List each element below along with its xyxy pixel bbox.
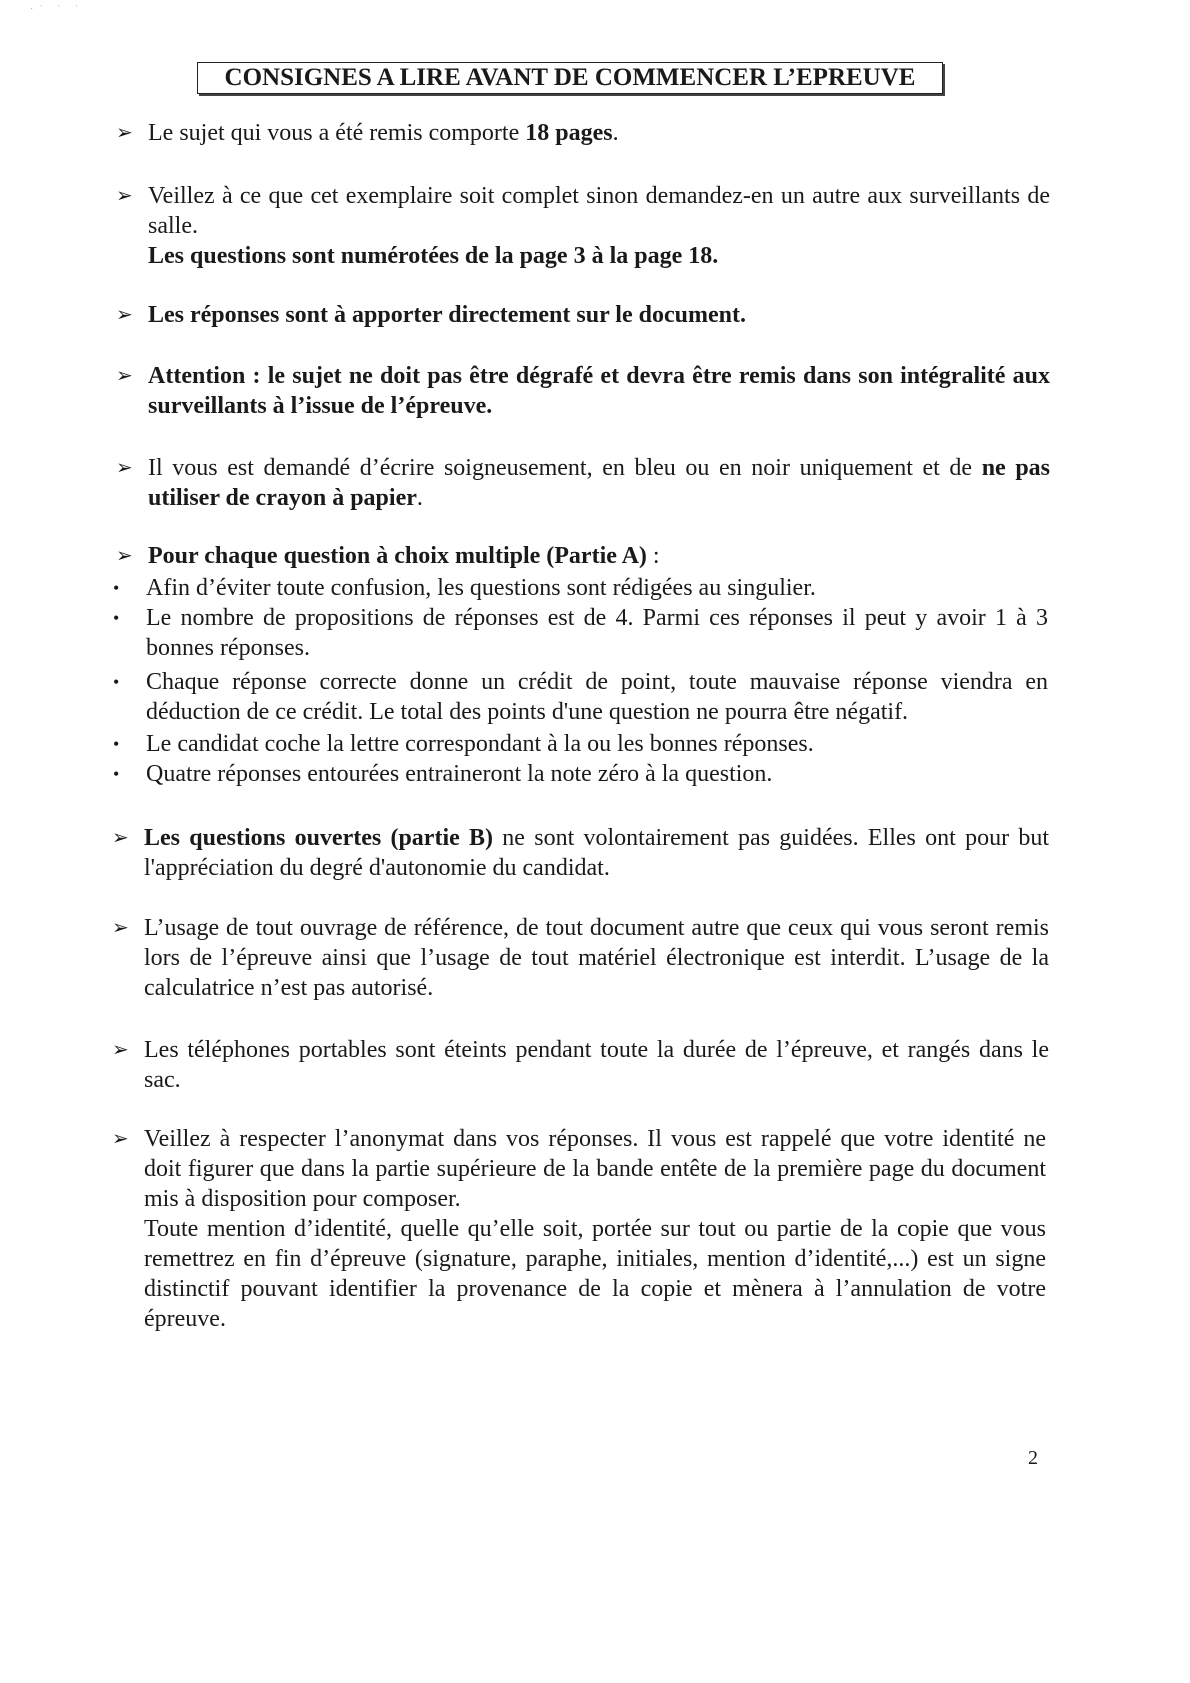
bold-text: ne pas utiliser de crayon à papier (148, 455, 1051, 511)
arrow-bullet-icon: ➢ (112, 827, 129, 849)
bullet-icon: • (113, 734, 120, 754)
qcm-bullet-list (113, 573, 1048, 789)
instruction-open-questions (112, 823, 1049, 883)
bold-text: 18 pages (525, 120, 613, 146)
arrow-bullet-icon: ➢ (112, 917, 129, 939)
text: Toute mention d’identité, quelle qu’elle soit, portée sur tout ou partie de la copie que vous remettrez en fin d’épreuve (signature, paraphe, initiales, mention d’identité,...) est un signe distinctif pouvant identifier la provenance de la copie et mènera à l’annulation de votre épreuve. (144, 1216, 1046, 1332)
instruction-writing (116, 453, 1051, 513)
text: Afin d’éviter toute confusion, les questions sont rédigées au singulier. (146, 575, 816, 601)
text: Les téléphones portables sont éteints pendant toute la durée de l’épreuve, et rangés dans le sac. (144, 1037, 1049, 1093)
bold-text: Les questions ouvertes (partie B) (144, 825, 494, 851)
text: Le sujet qui vous a été remis comporte (148, 120, 526, 146)
instruction-qcm (116, 541, 1050, 571)
arrow-bullet-icon: ➢ (116, 185, 133, 207)
page-title: CONSIGNES A LIRE AVANT DE COMMENCER L’EPREUVE (197, 62, 943, 94)
text: Veillez à ce que cet exemplaire soit complet sinon demandez-en un autre aux surveillants de salle. (148, 183, 1050, 239)
text: Le nombre de propositions de réponses est de 4. Parmi ces réponses il peut y avoir 1 à 3 bonnes réponses. (146, 605, 1048, 661)
bullet-icon: • (113, 608, 120, 628)
arrow-bullet-icon: ➢ (112, 1039, 129, 1061)
arrow-bullet-icon: ➢ (112, 1128, 129, 1150)
text: : (646, 543, 660, 569)
bullet-icon: • (113, 672, 120, 692)
instruction-references (112, 913, 1049, 1003)
instruction-answers (116, 300, 1050, 330)
list-item (113, 729, 1048, 759)
list-item (113, 759, 1048, 789)
text: Le candidat coche la lettre correspondant à la ou les bonnes réponses. (146, 731, 814, 757)
page-number: 2 (1028, 1447, 1038, 1469)
list-item (113, 603, 1048, 663)
list-item (113, 667, 1048, 727)
text: L’usage de tout ouvrage de référence, de tout document autre que ceux qui vous seront remis lors de l’épreuve ainsi que l’usage de tout matériel électronique est interdit. L’usage de la calculatrice n’est pas autorisé. (144, 915, 1049, 1001)
arrow-bullet-icon: ➢ (116, 122, 133, 144)
arrow-bullet-icon: ➢ (116, 365, 133, 387)
text: Il vous est demandé d’écrire soigneusement, en bleu ou en noir uniquement et de (148, 455, 982, 481)
text: ne sont volontairement pas guidées. Elles ont pour but l'appréciation du degré d'autonomie du candidat. (144, 825, 1049, 881)
arrow-bullet-icon: ➢ (116, 545, 133, 567)
instruction-anonymity (112, 1124, 1046, 1334)
instruction-pages (116, 118, 1050, 148)
list-item (113, 573, 1048, 603)
text: Veillez à respecter l’anonymat dans vos réponses. Il vous est rappelé que votre identité ne doit figurer que dans la partie supérieure de la bande entête de la première page du document mis à disposition pour composer. (144, 1126, 1046, 1212)
instruction-complete-copy (116, 181, 1050, 271)
instruction-attention (116, 361, 1050, 421)
text: . (612, 120, 619, 146)
arrow-bullet-icon: ➢ (116, 457, 133, 479)
bold-text: Les questions sont numérotées de la page 3 à la page 18. (148, 243, 719, 269)
bullet-icon: • (113, 578, 120, 598)
text: Quatre réponses entourées entraineront la note zéro à la question. (146, 761, 773, 787)
bold-text: Attention : le sujet ne doit pas être dégrafé et devra être remis dans son intégralité aux surveillants à l’issue de l’épreuve. (148, 363, 1050, 419)
bullet-icon: • (113, 764, 120, 784)
arrow-bullet-icon: ➢ (116, 304, 133, 326)
text: Chaque réponse correcte donne un crédit de point, toute mauvaise réponse viendra en déduction de ce crédit. Le total des points d'une question ne pourra être négatif. (146, 669, 1048, 725)
scan-marks: ·ˈ ˈ ˈ (30, 4, 85, 15)
instruction-phones (112, 1035, 1049, 1095)
text: . (416, 485, 423, 511)
bold-text: Pour chaque question à choix multiple (Partie A) (148, 543, 647, 569)
bold-text: Les réponses sont à apporter directement sur le document. (148, 302, 746, 328)
